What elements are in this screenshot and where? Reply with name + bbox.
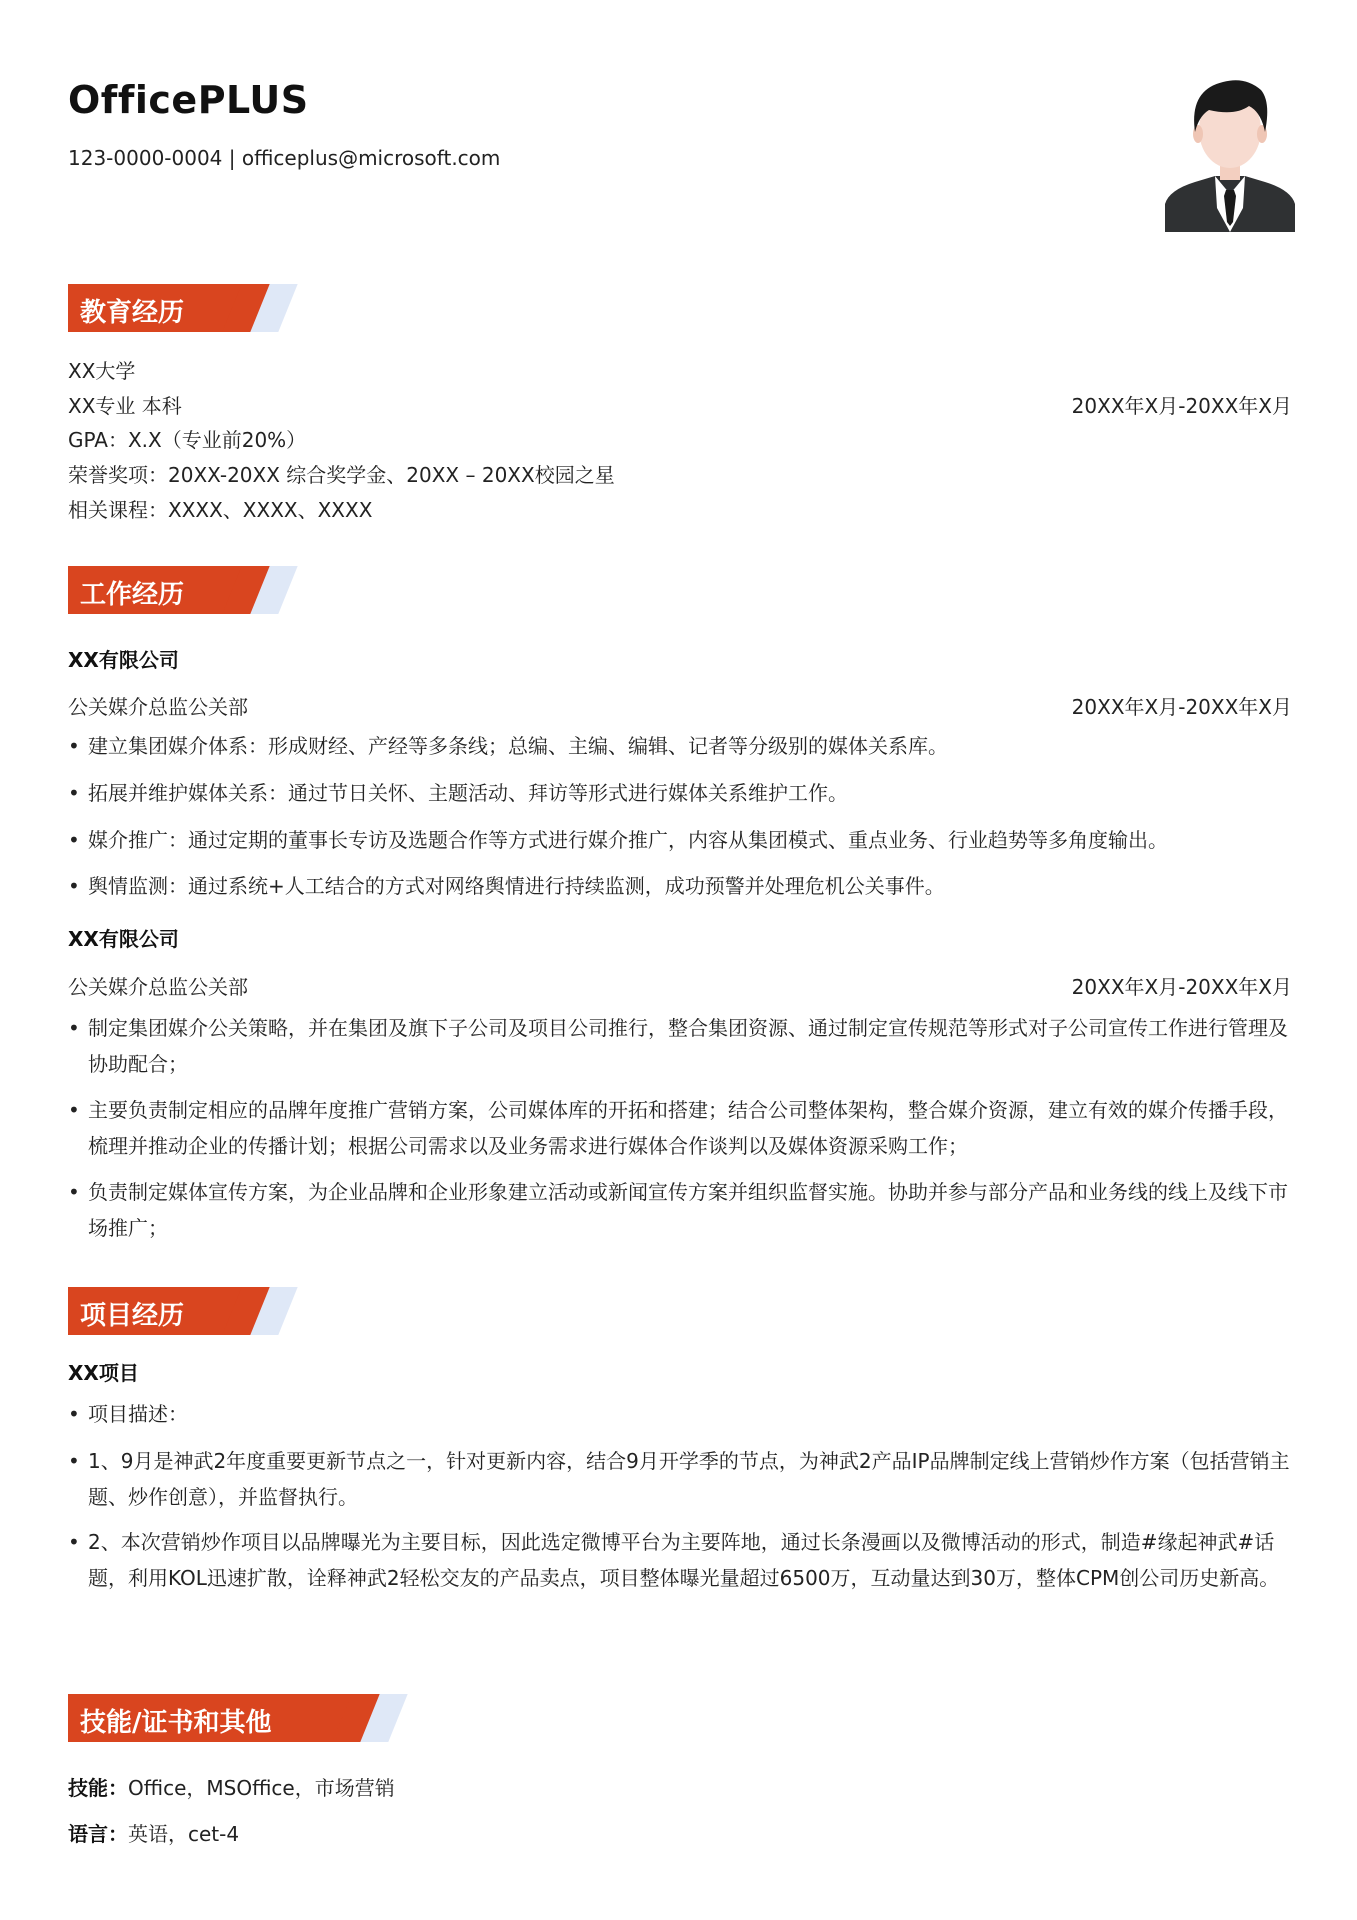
work-section-header bbox=[68, 566, 278, 614]
project-section-header bbox=[68, 1287, 278, 1335]
list-item: • 2、本次营销炒作项目以品牌曝光为主要目标，因此选定微博平台为主要阵地，通过长条漫画以及微博活动的形式，制造#缘起神武#话题，利用KOL迅速扩散，诠释神武2轻松交友的产品卖点，项目整体曝光量超过6500万，互动量达到30万，整体CPM创公司历史新高。 bbox=[68, 1524, 1293, 1596]
job-company: XX有限公司 bbox=[68, 648, 179, 672]
list-item: • 项目描述： bbox=[68, 1396, 1293, 1432]
list-item: • 拓展并维护媒体关系：通过节日关怀、主题活动、拜访等形式进行媒体关系维护工作。 bbox=[68, 775, 1293, 811]
candidate-name: OfficePLUS bbox=[68, 78, 309, 122]
job-role: 公关媒介总监公关部 bbox=[68, 975, 248, 999]
list-item: • 1、9月是神武2年度重要更新节点之一，针对更新内容，结合9月开学季的节点，为神武2产品IP品牌制定线上营销炒作方案（包括营销主题、炒作创意），并监督执行。 bbox=[68, 1443, 1293, 1515]
list-item: • 舆情监测：通过系统+人工结合的方式对网络舆情进行持续监测，成功预警并处理危机公关事件。 bbox=[68, 868, 1293, 904]
bullet-dot-icon: • bbox=[68, 781, 80, 805]
project-heading: 项目经历 bbox=[80, 1301, 185, 1331]
school-name: XX大学 bbox=[68, 359, 136, 383]
bullet-dot-icon: • bbox=[68, 734, 80, 758]
courses: 相关课程：XXXX、XXXX、XXXX bbox=[68, 498, 373, 522]
list-item: • 建立集团媒介体系：形成财经、产经等多条线；总编、主编、编辑、记者等分级别的媒体关系库。 bbox=[68, 728, 1293, 764]
avatar-icon bbox=[1165, 72, 1295, 232]
job-role: 公关媒介总监公关部 bbox=[68, 695, 248, 719]
job-date: 20XX年X月-20XX年X月 bbox=[1071, 975, 1292, 999]
list-item: • 制定集团媒介公关策略，并在集团及旗下子公司及项目公司推行，整合集团资源、通过制定宣传规范等形式对子公司宣传工作进行管理及协助配合； bbox=[68, 1010, 1293, 1082]
contact-info: 123-0000-0004 | officeplus@microsoft.com bbox=[68, 146, 501, 170]
work-heading: 工作经历 bbox=[80, 580, 185, 610]
list-item: • 媒介推广：通过定期的董事长专访及选题合作等方式进行媒介推广，内容从集团模式、重点业务、行业趋势等多角度输出。 bbox=[68, 822, 1293, 858]
skills-section-header bbox=[68, 1694, 388, 1742]
bullet-dot-icon: • bbox=[68, 1530, 80, 1554]
major-degree: XX专业 本科 bbox=[68, 394, 182, 418]
bullet-dot-icon: • bbox=[68, 1098, 80, 1122]
job-company: XX有限公司 bbox=[68, 927, 179, 951]
project-name: XX项目 bbox=[68, 1361, 139, 1385]
education-heading: 教育经历 bbox=[80, 298, 185, 328]
list-item: • 主要负责制定相应的品牌年度推广营销方案，公司媒体库的开拓和搭建；结合公司整体架构，整合媒介资源，建立有效的媒介传播手段，梳理并推动企业的传播计划；根据公司需求以及业务需求进行媒体合作谈判以及媒体资源采购工作； bbox=[68, 1092, 1293, 1164]
education-section-header bbox=[68, 284, 278, 332]
bullet-dot-icon: • bbox=[68, 1402, 80, 1426]
skills-line: 技能：Office，MSOffice，市场营销 bbox=[68, 1776, 395, 1800]
job-date: 20XX年X月-20XX年X月 bbox=[1071, 695, 1292, 719]
gpa: GPA：X.X（专业前20%） bbox=[68, 428, 307, 452]
bullet-dot-icon: • bbox=[68, 828, 80, 852]
skills-heading: 技能/证书和其他 bbox=[80, 1708, 272, 1738]
language-line: 语言：英语，cet-4 bbox=[68, 1822, 240, 1846]
education-date: 20XX年X月-20XX年X月 bbox=[1071, 394, 1292, 418]
honors: 荣誉奖项：20XX-20XX 综合奖学金、20XX – 20XX校园之星 bbox=[68, 463, 615, 487]
bullet-dot-icon: • bbox=[68, 1016, 80, 1040]
bullet-dot-icon: • bbox=[68, 874, 80, 898]
bullet-dot-icon: • bbox=[68, 1449, 80, 1473]
list-item: • 负责制定媒体宣传方案，为企业品牌和企业形象建立活动或新闻宣传方案并组织监督实施。协助并参与部分产品和业务线的线上及线下市场推广； bbox=[68, 1174, 1293, 1246]
bullet-dot-icon: • bbox=[68, 1180, 80, 1204]
